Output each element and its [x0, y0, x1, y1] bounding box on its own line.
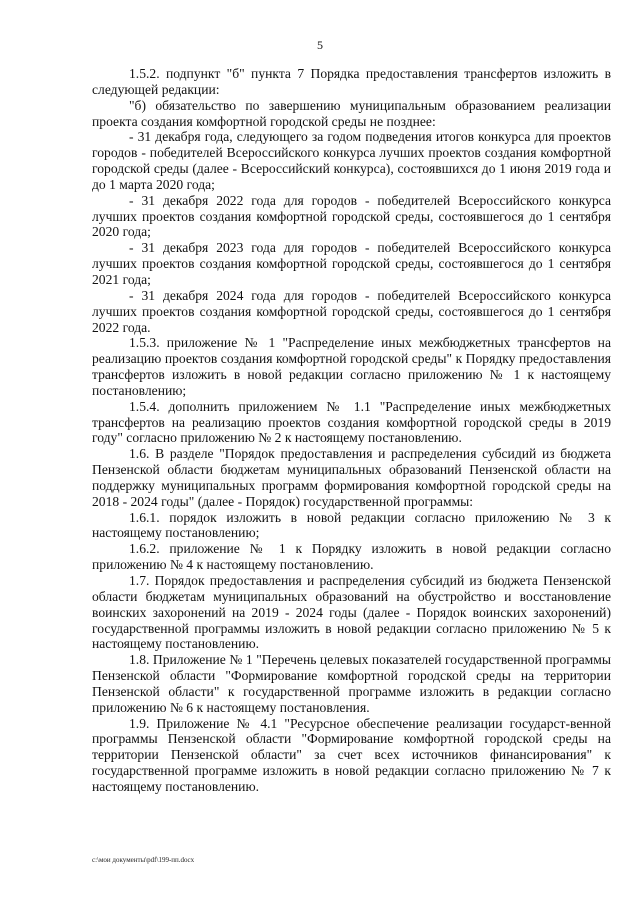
document-body [92, 66, 611, 795]
paragraph-1-6-1: 1.6.1. порядок изложить в новой редакции согласно приложению № 3 к настоящему постановлению; [92, 509, 611, 541]
paragraph-1-7: 1.7. Порядок предоставления и распределения субсидий из бюджета Пензенской области бюджетам муниципальных образований на обустройство и восстановление воинских захоронений на 2019 - 2024 годы (далее - Порядок воинских захоронений) государственной программы изложить в новой редакции согласно приложению № 5 к настоящему постановлению. [92, 573, 611, 652]
paragraph-1-6-2: 1.6.2. приложение № 1 к Порядку изложить в новой редакции согласно приложению № 4 к настоящему постановлению. [92, 541, 611, 573]
paragraph-1-9: 1.9. Приложение № 4.1 "Ресурсное обеспечение реализации государст-венной программы Пензенской области "Формирование комфортной городской среды на территории Пензенской области" за счет всех источников финансирования" к государственной программе изложить в новой редакции согласно приложению № 7 к настоящему постановлению. [92, 715, 611, 794]
paragraph-deadline-1: - 31 декабря года, следующего за годом подведения итогов конкурса для проектов городов - победителей Всероссийского конкурса лучших проектов создания комфортной городской среды (далее - Всероссийский конкурса), состоявшихся до 1 июня 2019 года и до 1 марта 2020 года; [92, 129, 611, 192]
paragraph-1-6: 1.6. В разделе "Порядок предоставления и распределения субсидий из бюджета Пензенской области бюджетам муниципальных образований Пензенской области на поддержку муниципальных программ формирования комфортной городской среды на 2018 - 2024 годы" (далее - Порядок) государственной программы: [92, 446, 611, 509]
paragraph-obligation: "б) обязательство по завершению муниципальным образованием реализации проекта создания комфортной городской среды не позднее: [92, 97, 611, 129]
paragraph-1-5-2: 1.5.2. подпункт "б" пункта 7 Порядка предоставления трансфертов изложить в следующей редакции: [92, 66, 611, 97]
paragraph-1-5-4: 1.5.4. дополнить приложением № 1.1 "Распределение иных межбюджетных трансфертов на реализацию проектов создания комфортной городской среды в 2019 году" согласно приложению № 2 к настоящему постановлению. [92, 398, 611, 446]
page-number: 5 [317, 38, 323, 52]
paragraph-deadline-2024: - 31 декабря 2024 года для городов - победителей Всероссийского конкурса лучших проектов создания комфортной городской среды, состоявшегося до 1 сентября 2022 года. [92, 287, 611, 335]
paragraph-1-5-3: 1.5.3. приложение № 1 "Распределение иных межбюджетных трансфертов на реализацию проектов создания комфортной городской среды" к Порядку предоставления трансфертов изложить в новой редакции согласно приложению № 1 к настоящему постановлению; [92, 335, 611, 398]
paragraph-1-8: 1.8. Приложение № 1 "Перечень целевых показателей государственной программы Пензенской области "Формирование комфортной городской среды на территории Пензенской области" к государственной программе изложить в редакции согласно приложению № 6 к настоящему постановления. [92, 652, 611, 715]
footer-file-path: c:\мои документы\pdf\199-пп.docx [92, 856, 195, 864]
paragraph-deadline-2022: - 31 декабря 2022 года для городов - победителей Всероссийского конкурса лучших проектов создания комфортной городской среды, состоявшегося до 1 сентября 2020 года; [92, 192, 611, 240]
paragraph-deadline-2023: - 31 декабря 2023 года для городов - победителей Всероссийского конкурса лучших проектов создания комфортной городской среды, состоявшегося до 1 сентября 2021 года; [92, 240, 611, 287]
